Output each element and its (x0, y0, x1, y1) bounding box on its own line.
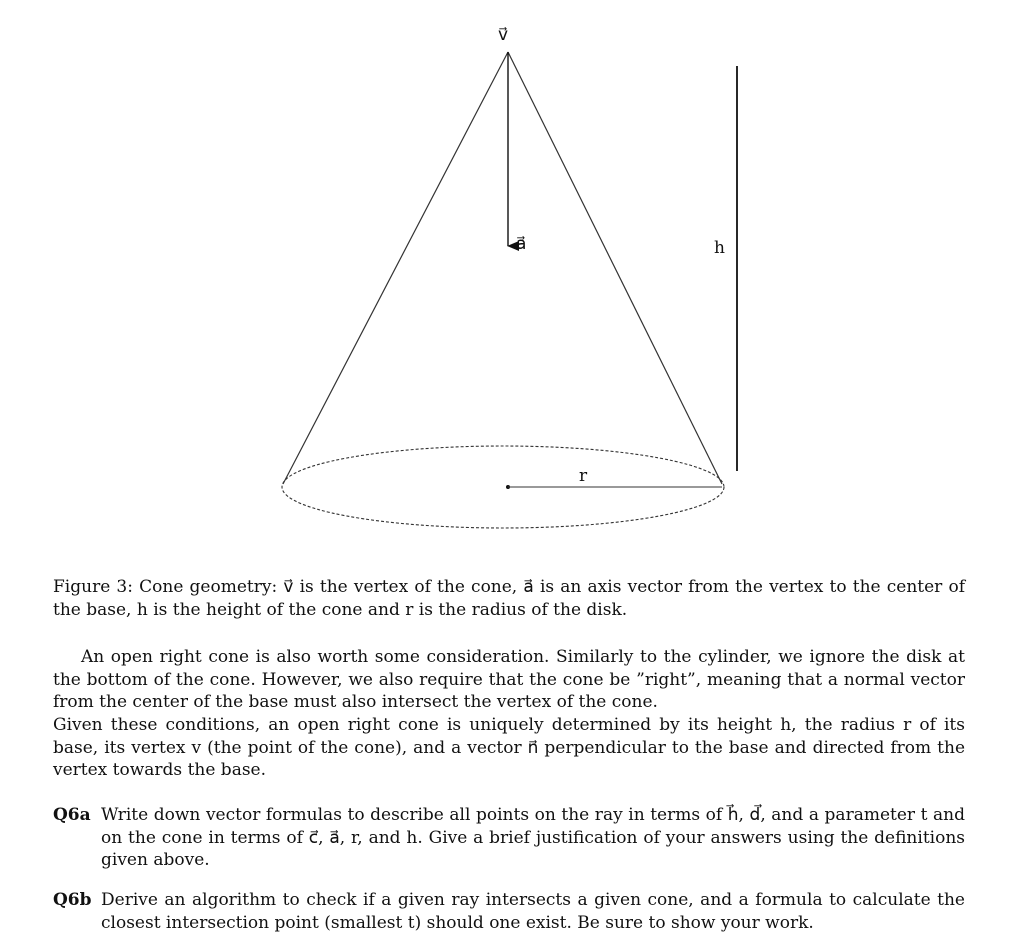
cone-left-side (283, 52, 508, 484)
cone-right-side (508, 52, 722, 484)
axis-label: a⃗ (516, 234, 527, 254)
question-label: Q6b (53, 890, 92, 910)
vertex-label: v⃗ (498, 25, 509, 45)
figure-caption: Figure 3: Cone geometry: v⃗ is the vertex of the cone, a⃗ is an axis vector from the vertex to the center of the base, h is the height of the cone and r is the radius of the disk. (53, 577, 965, 620)
question-label: Q6a (53, 805, 91, 825)
question-q6b (53, 889, 965, 934)
height-label: h (714, 238, 725, 258)
question-q6a (53, 804, 965, 872)
paragraph-open-cone: An open right cone is also worth some consideration. Similarly to the cylinder, we ignore the disk at the bottom of the cone. However, we also require that the cone be ”right”, meaning that a normal vector from the center of the base must also intersect the vertex of the cone. (53, 647, 965, 712)
question-text: Write down vector formulas to describe all points on the ray in terms of h⃗, d⃗, and a parameter t and on the cone in terms of c⃗, a⃗, r, and h. Give a brief justification of your answers using the definitions given above. (101, 805, 965, 870)
paragraph-conditions: Given these conditions, an open right cone is uniquely determined by its height h, the radius r of its base, its vertex v (the point of the cone), and a vector n⃗ perpendicular to the base and directed from the vertex towards the base. (53, 715, 965, 780)
question-text: Derive an algorithm to check if a given ray intersects a given cone, and a formula to calculate the closest intersection point (smallest t) should one exist. Be sure to show your work. (101, 890, 965, 933)
radius-label: r (579, 466, 588, 486)
